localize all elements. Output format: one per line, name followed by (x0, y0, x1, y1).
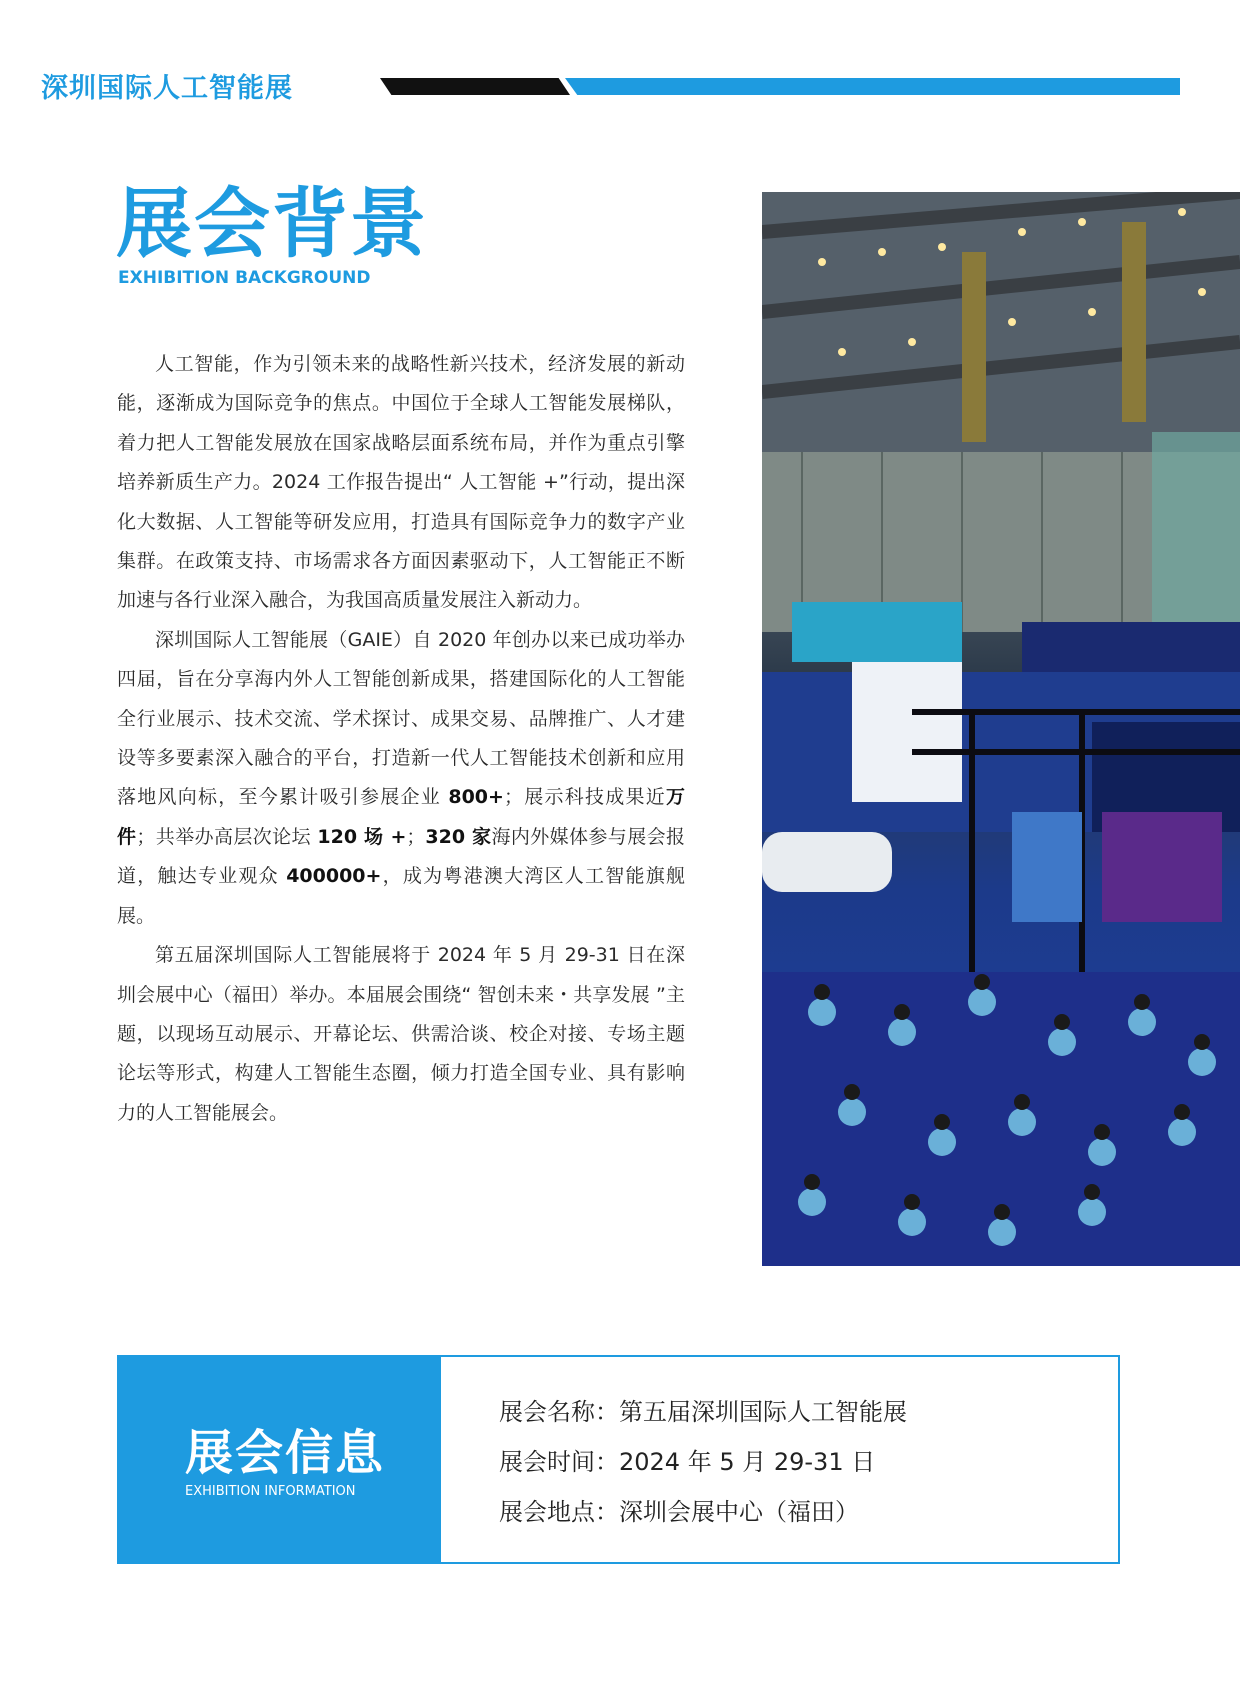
stat-audience: 400000+ (286, 865, 382, 888)
stat-media: 320 家 (425, 825, 492, 848)
body-text (117, 345, 685, 1133)
p2-text: ；展示科技成果近 (503, 786, 666, 809)
header-black-bar (380, 78, 570, 95)
paragraph-1: 人工智能，作为引领未来的战略性新兴技术，经济发展的新动能，逐渐成为国际竞争的焦点。中国位于全球人工智能发展梯队，着力把人工智能发展放在国家战略层面系统布局，并作为重点引擎培养新质生产力。2024 工作报告提出“ 人工智能 +”行动，提出深化大数据、人工智能等研发应用，打造具有国际竞争力的数字产业集群。在政策支持、市场需求各方面因素驱动下，人工智能正不断加速与各行业深入融合，为我国高质量发展注入新动力。 (117, 353, 685, 612)
p2-text: ； (406, 825, 426, 848)
stat-exhibitors: 800+ (448, 786, 504, 809)
stat-achievements: 万件 (117, 786, 685, 848)
exhibition-info-box (117, 1355, 1120, 1564)
paragraph-3: 第五届深圳国际人工智能展将于 2024 年 5 月 29-31 日在深圳会展中心（福田）举办。本届展会围绕“ 智创未来・共享发展 ”主题，以现场互动展示、开幕论坛、供需洽谈、校企对接、专场主题论坛等形式，构建人工智能生态圈，倾力打造全国专业、具有影响力的人工智能展会。 (117, 944, 685, 1124)
paragraph-2 (117, 621, 685, 936)
info-details (499, 1387, 907, 1537)
section-subtitle: EXHIBITION BACKGROUND (118, 268, 371, 288)
p2-text: ，成为粤港澳大湾区人工智能旗舰展。 (117, 865, 685, 927)
section-title: 展会背景 (116, 179, 428, 268)
info-title: 展会信息 (185, 1425, 386, 1481)
info-title-panel (119, 1357, 441, 1562)
info-place: 展会地点：深圳会展中心（福田） (499, 1498, 859, 1526)
p2-text: 深圳国际人工智能展（GAIE）自 2020 年创办以来已成功举办四届，旨在分享海内外人工智能创新成果，搭建国际化的人工智能全行业展示、技术交流、学术探讨、成果交易、品牌推广、人才建设等多要素深入融合的平台，打造新一代人工智能技术创新和应用落地风向标，至今累计吸引参展企业 (117, 628, 685, 809)
p2-text: 海内外媒体参与展会报道，触达专业观众 (117, 825, 685, 888)
brand-title: 深圳国际人工智能展 (41, 73, 293, 104)
info-name: 展会名称：第五届深圳国际人工智能展 (499, 1398, 907, 1426)
info-subtitle: EXHIBITION INFORMATION (185, 1484, 356, 1499)
exhibition-hall-photo (762, 192, 1240, 1266)
header-blue-bar (565, 78, 1180, 95)
stat-forums: 120 场 + (317, 825, 407, 848)
p2-text: ；共举办高层次论坛 (136, 825, 318, 848)
info-time: 展会时间：2024 年 5 月 29-31 日 (499, 1448, 876, 1476)
